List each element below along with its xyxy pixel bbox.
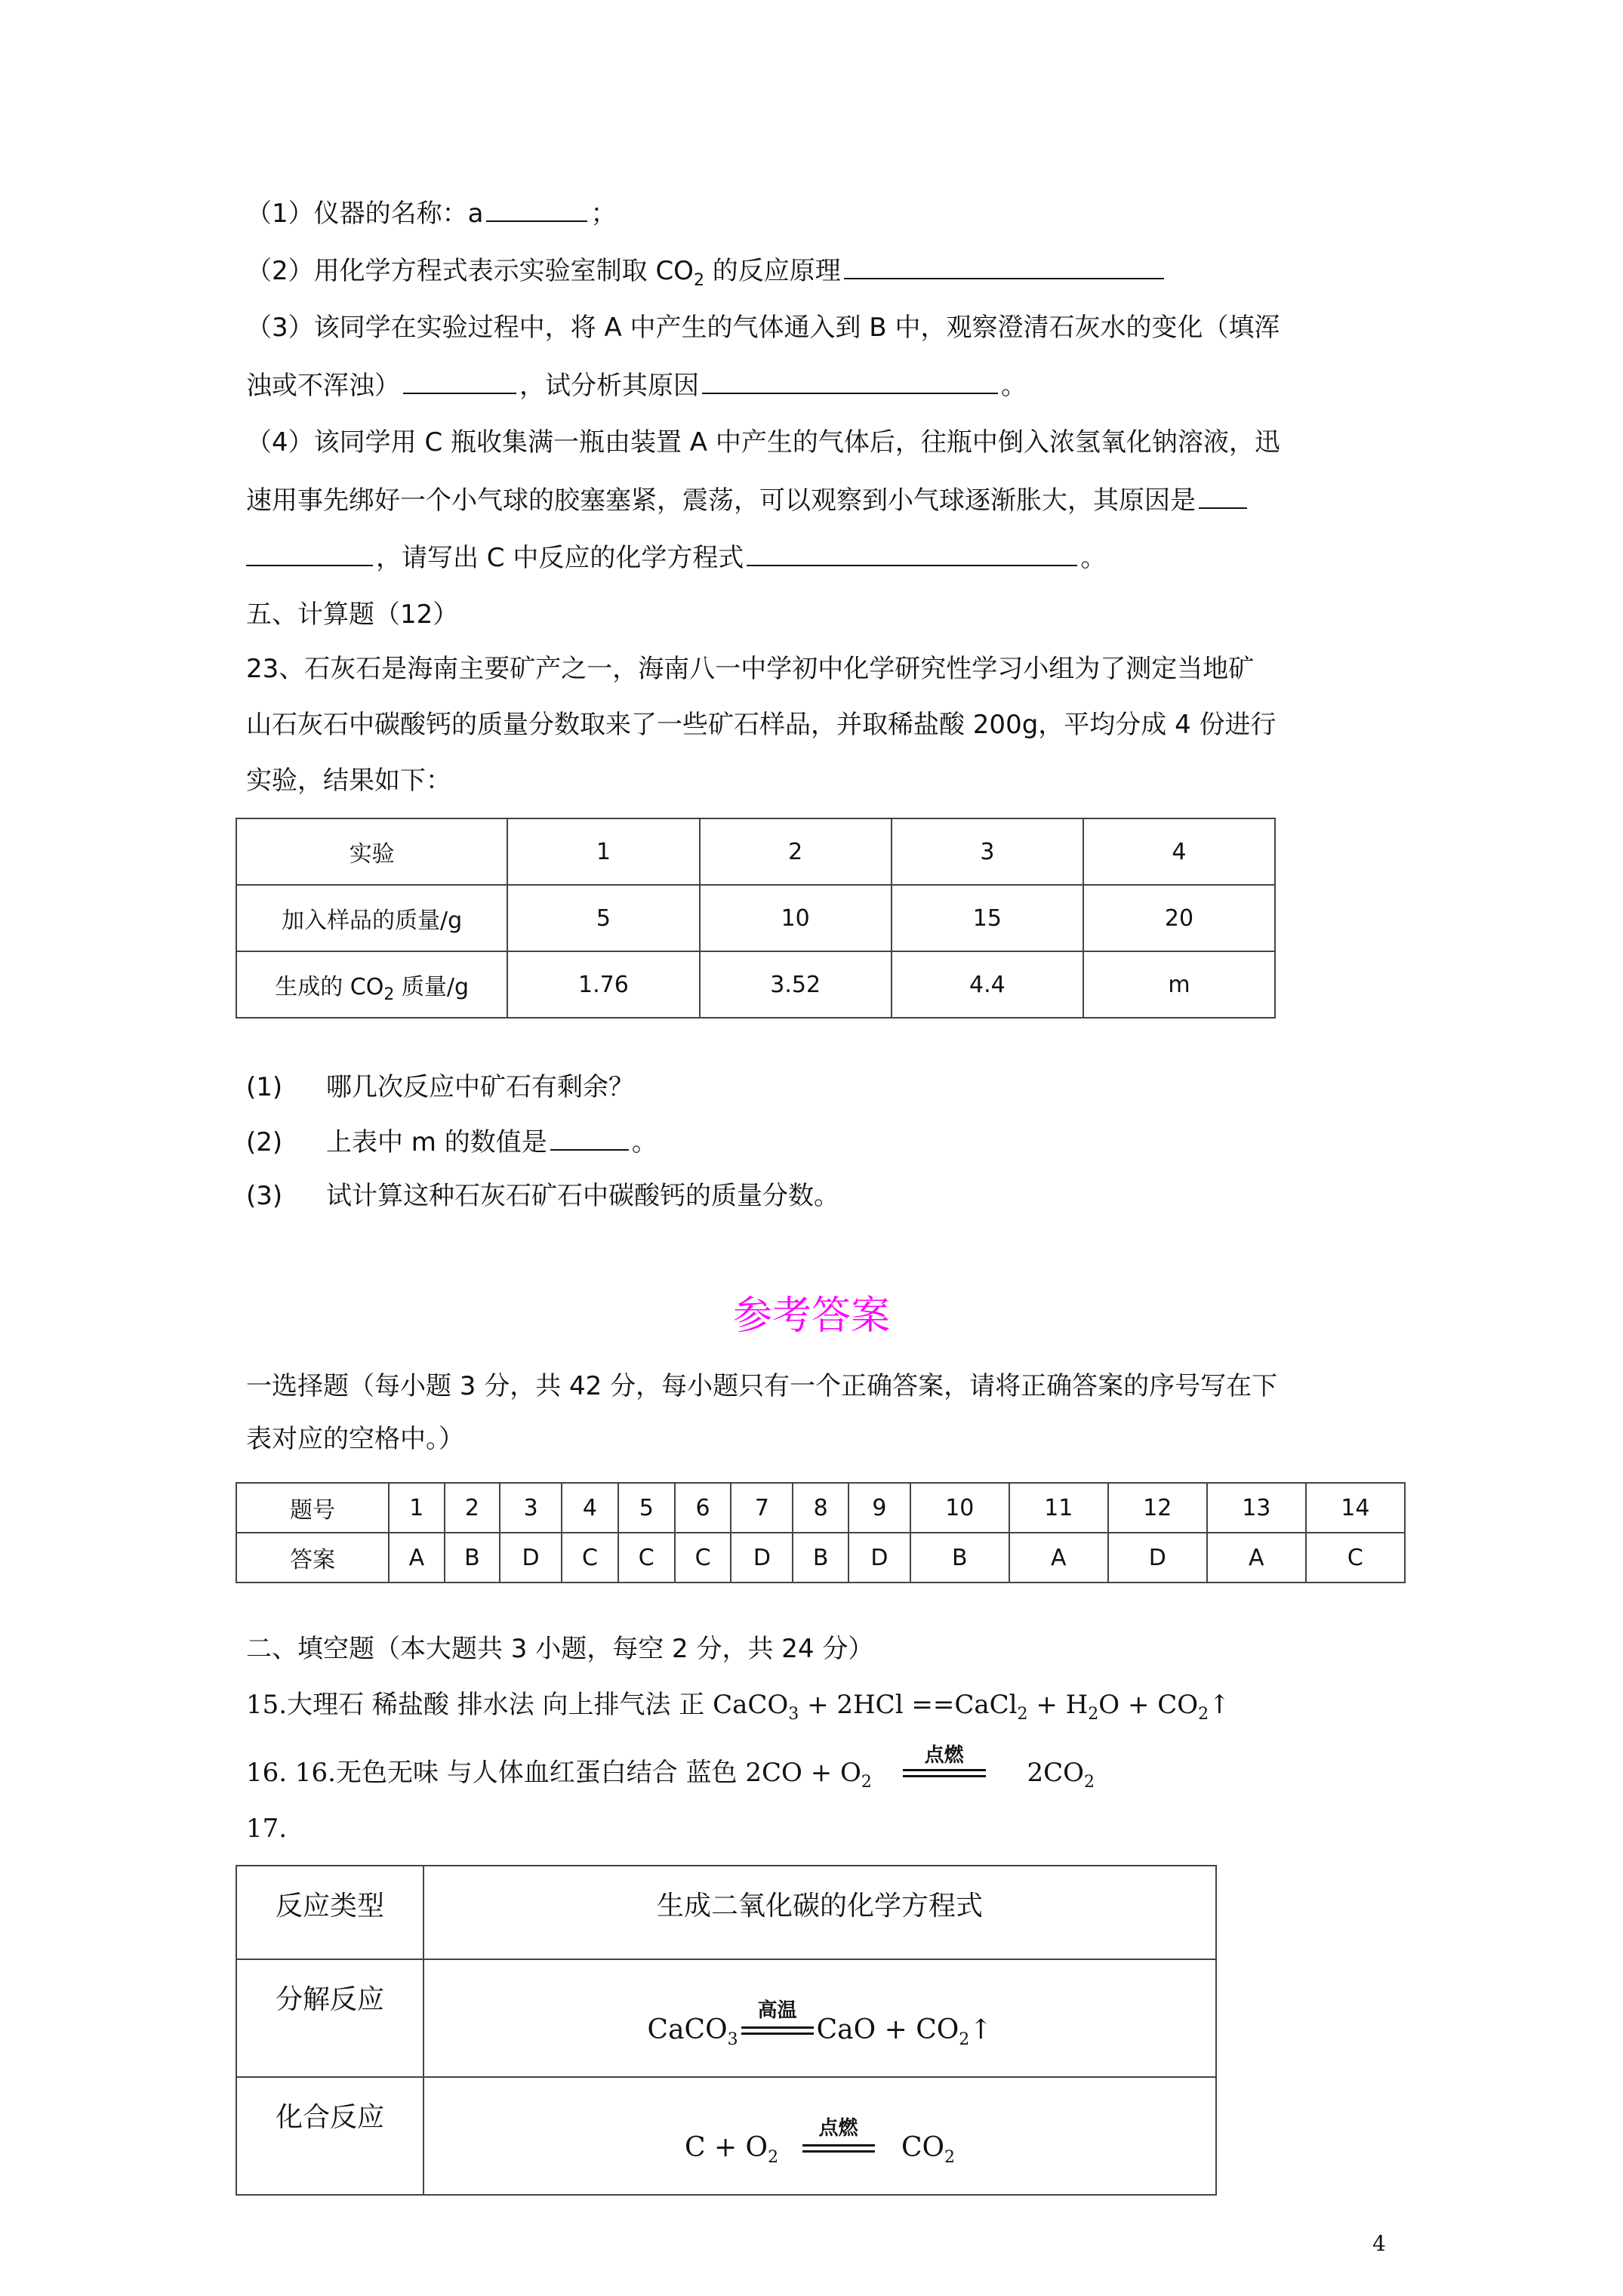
section-5-title: 五、计算题（12） bbox=[246, 599, 459, 630]
reaction-condition: 点燃 bbox=[903, 1763, 986, 1786]
table-header-cell: 2 bbox=[700, 818, 892, 885]
page-number: 4 bbox=[1372, 2231, 1386, 2256]
answers-section-1-line1: 一选择题（每小题 3 分，共 42 分，每小题只有一个正确答案，请将正确答案的序号写在下 bbox=[246, 1371, 1278, 1401]
answer-letter-cell: C bbox=[1306, 1533, 1405, 1583]
answer-blank bbox=[702, 367, 998, 394]
question-number-cell: 14 bbox=[1306, 1483, 1405, 1533]
table-cell: m bbox=[1083, 951, 1275, 1018]
answers-section-1-line2: 表对应的空格中。） bbox=[246, 1424, 464, 1454]
table-cell: 20 bbox=[1083, 885, 1275, 951]
answers-section-2-title: 二、填空题（本大题共 3 小题，每空 2 分，共 24 分） bbox=[246, 1634, 874, 1664]
table-header-cell: 实验 bbox=[236, 818, 507, 885]
answer-17-label: 17. bbox=[246, 1814, 288, 1844]
q23-question-2: (2) 上表中 m 的数值是 。 bbox=[246, 1123, 658, 1160]
answer-blank bbox=[550, 1123, 629, 1151]
row-label: 分解反应 bbox=[236, 1959, 423, 2077]
answer-letter-cell: B bbox=[445, 1533, 500, 1583]
table-cell: 5 bbox=[507, 885, 699, 951]
answer-letter-cell: B bbox=[793, 1533, 848, 1583]
answer-blank bbox=[486, 195, 587, 222]
table-cell: 10 bbox=[700, 885, 892, 951]
equation-cell: $C + O_2$ 点燃 $CO_2$ bbox=[423, 2077, 1216, 2195]
answer-15: 15.大理石 稀盐酸 排水法 向上排气法 正 CaCO$_3$ + 2HCl ==CaCl$_2$ + $H_2O$ + $CO_2↑$ bbox=[246, 1690, 1230, 1724]
experiment-table bbox=[236, 818, 1276, 1019]
question-number-cell: 2 bbox=[445, 1483, 500, 1533]
answer-letter-cell: C bbox=[675, 1533, 731, 1583]
q23-question-3: (3) 试计算这种石灰石矿石中碳酸钙的质量分数。 bbox=[246, 1181, 839, 1211]
answer-blank bbox=[403, 367, 516, 394]
reaction-type-table bbox=[236, 1865, 1217, 2196]
answer-letter-cell: D bbox=[848, 1533, 910, 1583]
question-number-cell: 5 bbox=[618, 1483, 675, 1533]
answer-letter-cell: C bbox=[562, 1533, 618, 1583]
answer-blank bbox=[1199, 482, 1247, 509]
table-row bbox=[236, 951, 1275, 1018]
answer-letter-cell: D bbox=[500, 1533, 562, 1583]
question-number-cell: 6 bbox=[675, 1483, 731, 1533]
question-number-cell: 4 bbox=[562, 1483, 618, 1533]
q22-part3-line2: 浊或不浑浊） ，试分析其原因 。 bbox=[246, 367, 1027, 404]
q22-part3-line1: （3）该同学在实验过程中，将 A 中产生的气体通入到 B 中，观察澄清石灰水的变化（填浑 bbox=[246, 313, 1280, 343]
q23-question-1: (1) 哪几次反应中矿石有剩余？ bbox=[246, 1072, 634, 1102]
q23-text-line2: 山石灰石中碳酸钙的质量分数取来了一些矿石样品，并取稀盐酸 200g，平均分成 4 份进行 bbox=[246, 710, 1277, 740]
table-header-cell: 1 bbox=[507, 818, 699, 885]
table-header-cell: 4 bbox=[1083, 818, 1275, 885]
table-row bbox=[236, 818, 1275, 885]
q22-part4-line3: ，请写出 C 中反应的化学方程式 。 bbox=[246, 539, 1106, 576]
table-row bbox=[236, 1959, 1216, 2077]
equation-cell: CaCO$_3$ 高温 CaO + $CO_2↑$ bbox=[423, 1959, 1216, 2077]
table-cell: 1.76 bbox=[507, 951, 699, 1018]
q22-part2: （2）用化学方程式表示实验室制取 $CO_2$ 的反应原理 bbox=[246, 252, 1167, 289]
row-label: 答案 bbox=[236, 1533, 389, 1583]
answer-letter-cell: A bbox=[1009, 1533, 1108, 1583]
reaction-condition: 点燃 bbox=[802, 2138, 875, 2161]
question-number-cell: 11 bbox=[1009, 1483, 1108, 1533]
row-label: 题号 bbox=[236, 1483, 389, 1533]
answer-letter-cell: D bbox=[731, 1533, 793, 1583]
table-row bbox=[236, 2077, 1216, 2195]
table-row bbox=[236, 885, 1275, 951]
answers-heading: 参考答案 bbox=[732, 1293, 890, 1339]
question-number-cell: 10 bbox=[910, 1483, 1009, 1533]
answer-blank bbox=[844, 252, 1164, 279]
question-number-cell: 1 bbox=[389, 1483, 444, 1533]
answer-blank bbox=[246, 539, 373, 566]
row-label: 化合反应 bbox=[236, 2077, 423, 2195]
table-header-cell: 3 bbox=[892, 818, 1083, 885]
q23-text-line3: 实验，结果如下： bbox=[246, 766, 451, 796]
question-number-cell: 7 bbox=[731, 1483, 793, 1533]
answer-letter-cell: C bbox=[618, 1533, 675, 1583]
question-number-cell: 3 bbox=[500, 1483, 562, 1533]
table-cell: 3.52 bbox=[700, 951, 892, 1018]
reaction-condition: 高温 bbox=[741, 2020, 814, 2043]
answer-blank bbox=[747, 539, 1077, 566]
up-arrow-icon: ↑ bbox=[1209, 1690, 1230, 1720]
table-header-cell: 反应类型 bbox=[236, 1866, 423, 1959]
answer-letter-cell: A bbox=[1207, 1533, 1306, 1583]
answer-letter-cell: B bbox=[910, 1533, 1009, 1583]
table-row bbox=[236, 1866, 1216, 1959]
row-label: 加入样品的质量/g bbox=[236, 885, 507, 951]
answer-16: 16. 16.无色无味 与人体血红蛋白结合 蓝色 $2CO + O_2$ 点燃 $2CO_2$ bbox=[246, 1744, 1095, 1792]
up-arrow-icon: ↑ bbox=[969, 2014, 993, 2045]
answer-letter-cell: D bbox=[1108, 1533, 1207, 1583]
table-cell: 4.4 bbox=[892, 951, 1083, 1018]
table-row bbox=[236, 1533, 1405, 1583]
table-header-cell: 生成二氧化碳的化学方程式 bbox=[423, 1866, 1216, 1959]
table-cell: 15 bbox=[892, 885, 1083, 951]
table-row bbox=[236, 1483, 1405, 1533]
question-number-cell: 8 bbox=[793, 1483, 848, 1533]
q22-part1: （1）仪器的名称：a ； bbox=[246, 195, 616, 232]
q22-part4-line1: （4）该同学用 C 瓶收集满一瓶由装置 A 中产生的气体后，往瓶中倒入浓氢氧化钠溶液，迅 bbox=[246, 427, 1280, 458]
q23-text-line1: 23、石灰石是海南主要矿产之一，海南八一中学初中化学研究性学习小组为了测定当地矿 bbox=[246, 654, 1255, 684]
question-number-cell: 9 bbox=[848, 1483, 910, 1533]
row-label: 生成的 $CO_2$ 质量/g bbox=[236, 951, 507, 1018]
question-number-cell: 12 bbox=[1108, 1483, 1207, 1533]
q22-part4-line2: 速用事先绑好一个小气球的胶塞塞紧，震荡，可以观察到小气球逐渐胀大，其原因是 bbox=[246, 482, 1250, 519]
answer-letter-cell: A bbox=[389, 1533, 444, 1583]
question-number-cell: 13 bbox=[1207, 1483, 1306, 1533]
answer-key-table bbox=[236, 1482, 1406, 1583]
